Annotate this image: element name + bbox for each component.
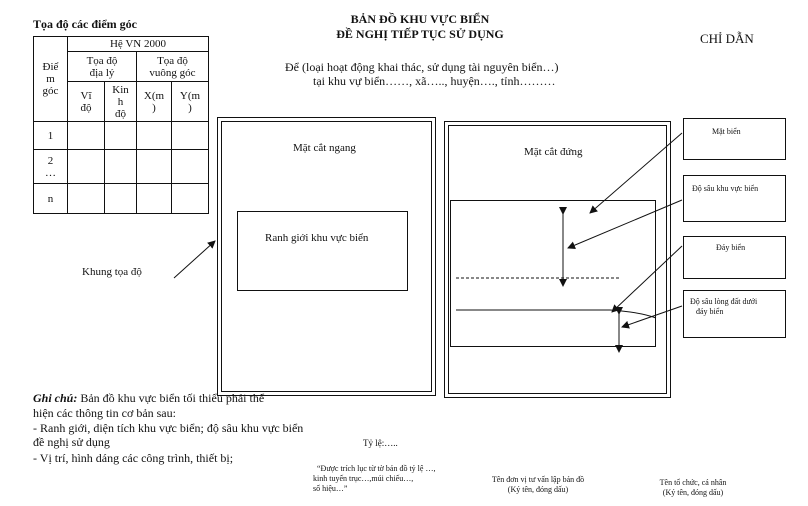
notes-line-3: - Ranh giới, diện tích khu vực biển; độ sâu khu vực biển: [33, 421, 304, 435]
rect-coords-header: Tọa độ vuông góc: [137, 52, 209, 82]
map-subtitle: ĐỀ NGHỊ TIẾP TỤC SỬ DỤNG: [336, 27, 504, 41]
table-row: 1: [34, 122, 209, 150]
boundary-label: Ranh giới khu vực biển: [265, 232, 369, 244]
table-heading: Tọa độ các điểm góc: [33, 17, 137, 31]
surface-pointer: [590, 133, 682, 213]
sea-floor-line: [456, 310, 656, 318]
org-signature: Tên tổ chức, cá nhân (Ký tên, đóng dấu): [659, 478, 727, 497]
notes-line-4: đề nghị sử dụng: [33, 435, 110, 449]
point-column-header: Điể m góc: [34, 37, 68, 122]
soil-pointer: [622, 306, 682, 327]
table-row: n: [34, 184, 209, 214]
depth-pointer: [568, 200, 682, 248]
legend-bottom: Đáy biển: [716, 243, 746, 252]
excerpt-note: “Được trích lục từ tờ bản đồ tỷ lệ …, kinh tuyến trục…,múi chiếu…, số hiệu…”: [313, 464, 436, 493]
notes-line-1: Ghi chú: Bản đồ khu vực biển tối thiểu phải thể: [33, 391, 265, 405]
cross-section-label: Mặt cắt ngang: [293, 142, 356, 154]
scale-label: Tỷ lệ:…..: [363, 438, 398, 448]
purpose-line: Để (loại hoạt động khai thác, sử dụng tài nguyên biển…): [285, 60, 559, 74]
latitude-header: Vĩ độ: [68, 82, 105, 122]
notes-line-5: - Vị trí, hình dáng các công trình, thiết bị;: [33, 451, 234, 465]
frame-label: Khung tọa độ: [82, 266, 142, 278]
location-line: tại khu vự biển……, xã….., huyện…., tỉnh………: [313, 74, 556, 88]
legend-surface: Mặt biển: [712, 127, 741, 136]
notes-line-2: hiện các thông tin cơ bản sau:: [33, 406, 176, 420]
legend-soil-depth: Độ sâu lòng đất dưới đáy biển: [690, 297, 758, 316]
y-header: Y(m ): [172, 82, 209, 122]
table-row: 2 …: [34, 150, 209, 184]
frame-arrow: [174, 241, 215, 278]
legend-depth: Độ sâu khu vực biển: [692, 184, 759, 193]
longitude-header: Kin h độ: [105, 82, 137, 122]
x-header: X(m ): [137, 82, 172, 122]
notes-label: Ghi chú:: [33, 391, 78, 405]
coordinate-system: Hệ VN 2000: [68, 37, 209, 52]
geo-coords-header: Tọa độ địa lý: [68, 52, 137, 82]
consultant-signature: Tên đơn vị tư vấn lập bản đồ (Ký tên, đóng dấu): [491, 475, 585, 494]
bottom-pointer: [612, 246, 682, 312]
vertical-section-label: Mặt cắt đứng: [524, 146, 583, 158]
map-title: BẢN ĐỒ KHU VỰC BIỂN: [350, 12, 490, 26]
legend-title: CHỈ DẪN: [700, 31, 754, 46]
